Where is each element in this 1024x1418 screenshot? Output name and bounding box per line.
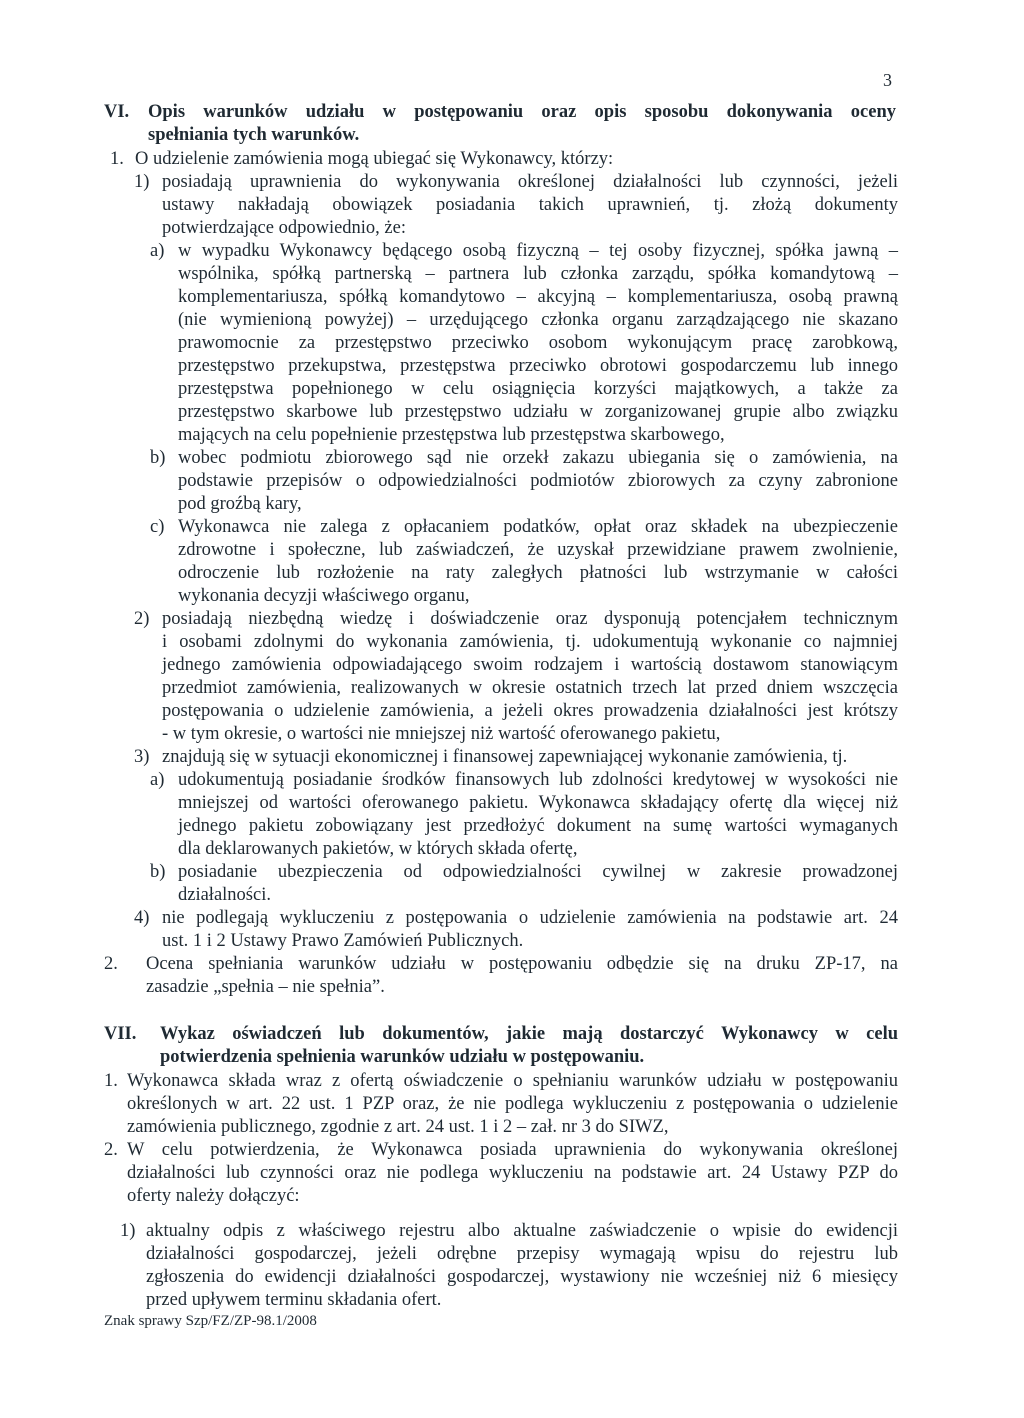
- vi-item1c-marker: c): [150, 517, 165, 537]
- section-vii-heading-line: Wykaz oświadczeń lub dokumentów, jakie mają dostarczyć Wykonawcy w celu: [160, 1024, 898, 1044]
- vi-item3b-marker: b): [150, 862, 166, 882]
- vii-p1-line: Wykonawca składa wraz z ofertą oświadczenie o spełnianiu warunków udziału w postępowaniu: [127, 1071, 898, 1091]
- footer-case-number: Znak sprawy Szp/FZ/ZP-98.1/2008: [104, 1313, 317, 1329]
- vi-p2-line: Ocena spełniania warunków udziału w postępowaniu odbędzie się na druku ZP-17, na: [146, 954, 898, 974]
- vii-p1-line: określonych w art. 22 ust. 1 PZP oraz, że nie podlega wykluczeniu z postępowania o udzielenie: [127, 1094, 898, 1114]
- vi-item4-line: ust. 1 i 2 Ustawy Prawo Zamówień Publicznych.: [162, 931, 524, 951]
- vi-item2-line: posiadają niezbędną wiedzę i doświadczenie oraz dysponują potencjałem technicznym: [162, 609, 898, 629]
- vi-p1-intro: O udzielenie zamówienia mogą ubiegać się Wykonawcy, którzy:: [135, 149, 614, 169]
- vii-p2-number: 2.: [104, 1140, 118, 1160]
- vii-item1-line: zgłoszenia do ewidencji działalności gospodarczej, wystawiony nie wcześniej niż 6 miesięcy: [146, 1267, 898, 1287]
- vi-item1b-line: podstawie przepisów o odpowiedzialności podmiotów zbiorowych za czyny zabronione: [178, 471, 898, 491]
- vi-item1b-line: wobec podmiotu zbiorowego sąd nie orzekł zakazu ubiegania się o zamówienia, na: [178, 448, 898, 468]
- vi-item1a-line: przestępstwo skarbowe lub przestępstwo udziału w zorganizowanej grupie albo związku: [178, 402, 898, 422]
- vii-item1-number: 1): [120, 1221, 136, 1241]
- vi-item3a-line: jednego pakietu zobowiązany jest przedłożyć dokument na sumę wartości wymaganych: [178, 816, 898, 836]
- vi-item2-number: 2): [134, 609, 150, 629]
- vi-p1-number: 1.: [110, 149, 124, 169]
- vi-item1a-marker: a): [150, 241, 165, 261]
- vi-item4-number: 4): [134, 908, 150, 928]
- vi-item1a-line: komplementariusza, spółką komandytowo – akcyjną – komplementariusza, osobą prawną: [178, 287, 898, 307]
- vi-item1c-line: wykonania decyzji właściwego organu,: [178, 586, 470, 606]
- vi-item1-line: posiadają uprawnienia do wykonywania określonej działalności lub czynności, jeżeli: [162, 172, 898, 192]
- vii-p1-number: 1.: [104, 1071, 118, 1091]
- vi-item3-line: znajdują się w sytuacji ekonomicznej i finansowej zapewniającej wykonanie zamówienia, tj.: [162, 747, 848, 767]
- vi-item1a-line: prawomocnie za przestępstwo przeciwko osobom wykonującym pracę zarobkową,: [178, 333, 898, 353]
- section-vi-number: VI.: [104, 102, 130, 122]
- vi-item1b-marker: b): [150, 448, 166, 468]
- vi-item3b-line: posiadanie ubezpieczenia od odpowiedzialności cywilnej w zakresie prowadzonej: [178, 862, 898, 882]
- vi-p2-line: zasadzie „spełnia – nie spełnia”.: [146, 977, 385, 997]
- vi-item2-line: postępowania o udzielenie zamówienia, a jeżeli okres prowadzenia działalności jest krótszy: [162, 701, 898, 721]
- vi-item1c-line: Wykonawca nie zalega z opłacaniem podatków, opłat oraz składek na ubezpieczenie: [178, 517, 898, 537]
- vi-item1a-line: przestępstwa popełnionego w celu osiągnięcia korzyści majątkowych, a także za: [178, 379, 898, 399]
- page-number: 3: [883, 70, 892, 90]
- vi-item1-line: ustawy nakładają obowiązek posiadania takich uprawnień, tj. złożą dokumenty: [162, 195, 898, 215]
- vi-item3a-line: mniejszej od wartości oferowanego pakietu. Wykonawca składający ofertę dla więcej niż: [178, 793, 898, 813]
- vi-item1a-line: wspólnika, spółką partnerską – partnera lub członka zarządu, spółka komandytową –: [178, 264, 898, 284]
- vii-p2-line: działalności lub czynności oraz nie podlega wykluczeniu na podstawie art. 24 Ustawy PZP do: [127, 1163, 898, 1183]
- vi-item1c-line: zdrowotne i społeczne, lub zaświadczeń, że uzyskał przewidziane prawem zwolnienie,: [178, 540, 898, 560]
- vi-item3-number: 3): [134, 747, 150, 767]
- section-vi-heading-line: spełniania tych warunków.: [148, 125, 360, 145]
- vi-item1-line: potwierdzające odpowiednio, że:: [162, 218, 406, 238]
- vii-item1-line: przed upływem terminu składania ofert.: [146, 1290, 442, 1310]
- vi-item1a-line: mających na celu popełnienie przestępstwa lub przestępstwa skarbowego,: [178, 425, 725, 445]
- vi-item1-number: 1): [134, 172, 150, 192]
- vi-item3a-marker: a): [150, 770, 165, 790]
- vi-item3a-line: dla deklarowanych pakietów, w których składa ofertę,: [178, 839, 578, 859]
- vi-item2-line: i osobami zdolnymi do wykonania zamówienia, tj. udokumentują wykonanie co najmniej: [162, 632, 898, 652]
- vii-item1-line: aktualny odpis z właściwego rejestru albo aktualne zaświadczenie o wpisie do ewidencji: [146, 1221, 898, 1241]
- vi-item1a-line: w wypadku Wykonawcy będącego osobą fizyczną – tej osoby fizycznej, spółka jawną –: [178, 241, 898, 261]
- vi-item1b-line: pod groźbą kary,: [178, 494, 302, 514]
- vi-item1a-line: (nie wymienioną powyżej) – urzędującego członka organu zarządzającego nie skazano: [178, 310, 898, 330]
- vi-item3b-line: działalności.: [178, 885, 271, 905]
- section-vi-heading-line: Opis warunków udziału w postępowaniu oraz opis sposobu dokonywania oceny: [148, 102, 896, 122]
- vii-p1-line: zamówienia publicznego, zgodnie z art. 24 ust. 1 i 2 – zał. nr 3 do SIWZ,: [127, 1117, 669, 1137]
- vii-p2-line: W celu potwierdzenia, że Wykonawca posiada uprawnienia do wykonywania określonej: [127, 1140, 898, 1160]
- vi-item3a-line: udokumentują posiadanie środków finansowych lub zdolności kredytowej w wysokości nie: [178, 770, 898, 790]
- vi-item2-line: przedmiot zamówienia, realizowanych w okresie ostatnich trzech lat przed dniem wszczęcia: [162, 678, 898, 698]
- section-vii-number: VII.: [104, 1024, 137, 1044]
- section-vii-heading-line: potwierdzenia spełnienia warunków udziału w postępowaniu.: [160, 1047, 645, 1067]
- vii-p2-line: oferty należy dołączyć:: [127, 1186, 300, 1206]
- vi-item1a-line: przestępstwo przekupstwa, przestępstwa przeciwko obrotowi gospodarczemu lub innego: [178, 356, 898, 376]
- vi-item1c-line: odroczenie lub rozłożenie na raty zaległych płatności lub wstrzymanie w całości: [178, 563, 898, 583]
- vii-item1-line: działalności gospodarczej, jeżeli odrębne przepisy wymagają wpisu do rejestru lub: [146, 1244, 898, 1264]
- vi-item4-line: nie podlegają wykluczeniu z postępowania o udzielenie zamówienia na podstawie art. 24: [162, 908, 898, 928]
- vi-item2-line: jednego zamówienia odpowiadającego swoim rodzajem i wartością dostawom stanowiącym: [162, 655, 898, 675]
- vi-p2-number: 2.: [104, 954, 118, 974]
- vi-item2-line: - w tym okresie, o wartości nie mniejszej niż wartość oferowanego pakietu,: [162, 724, 721, 744]
